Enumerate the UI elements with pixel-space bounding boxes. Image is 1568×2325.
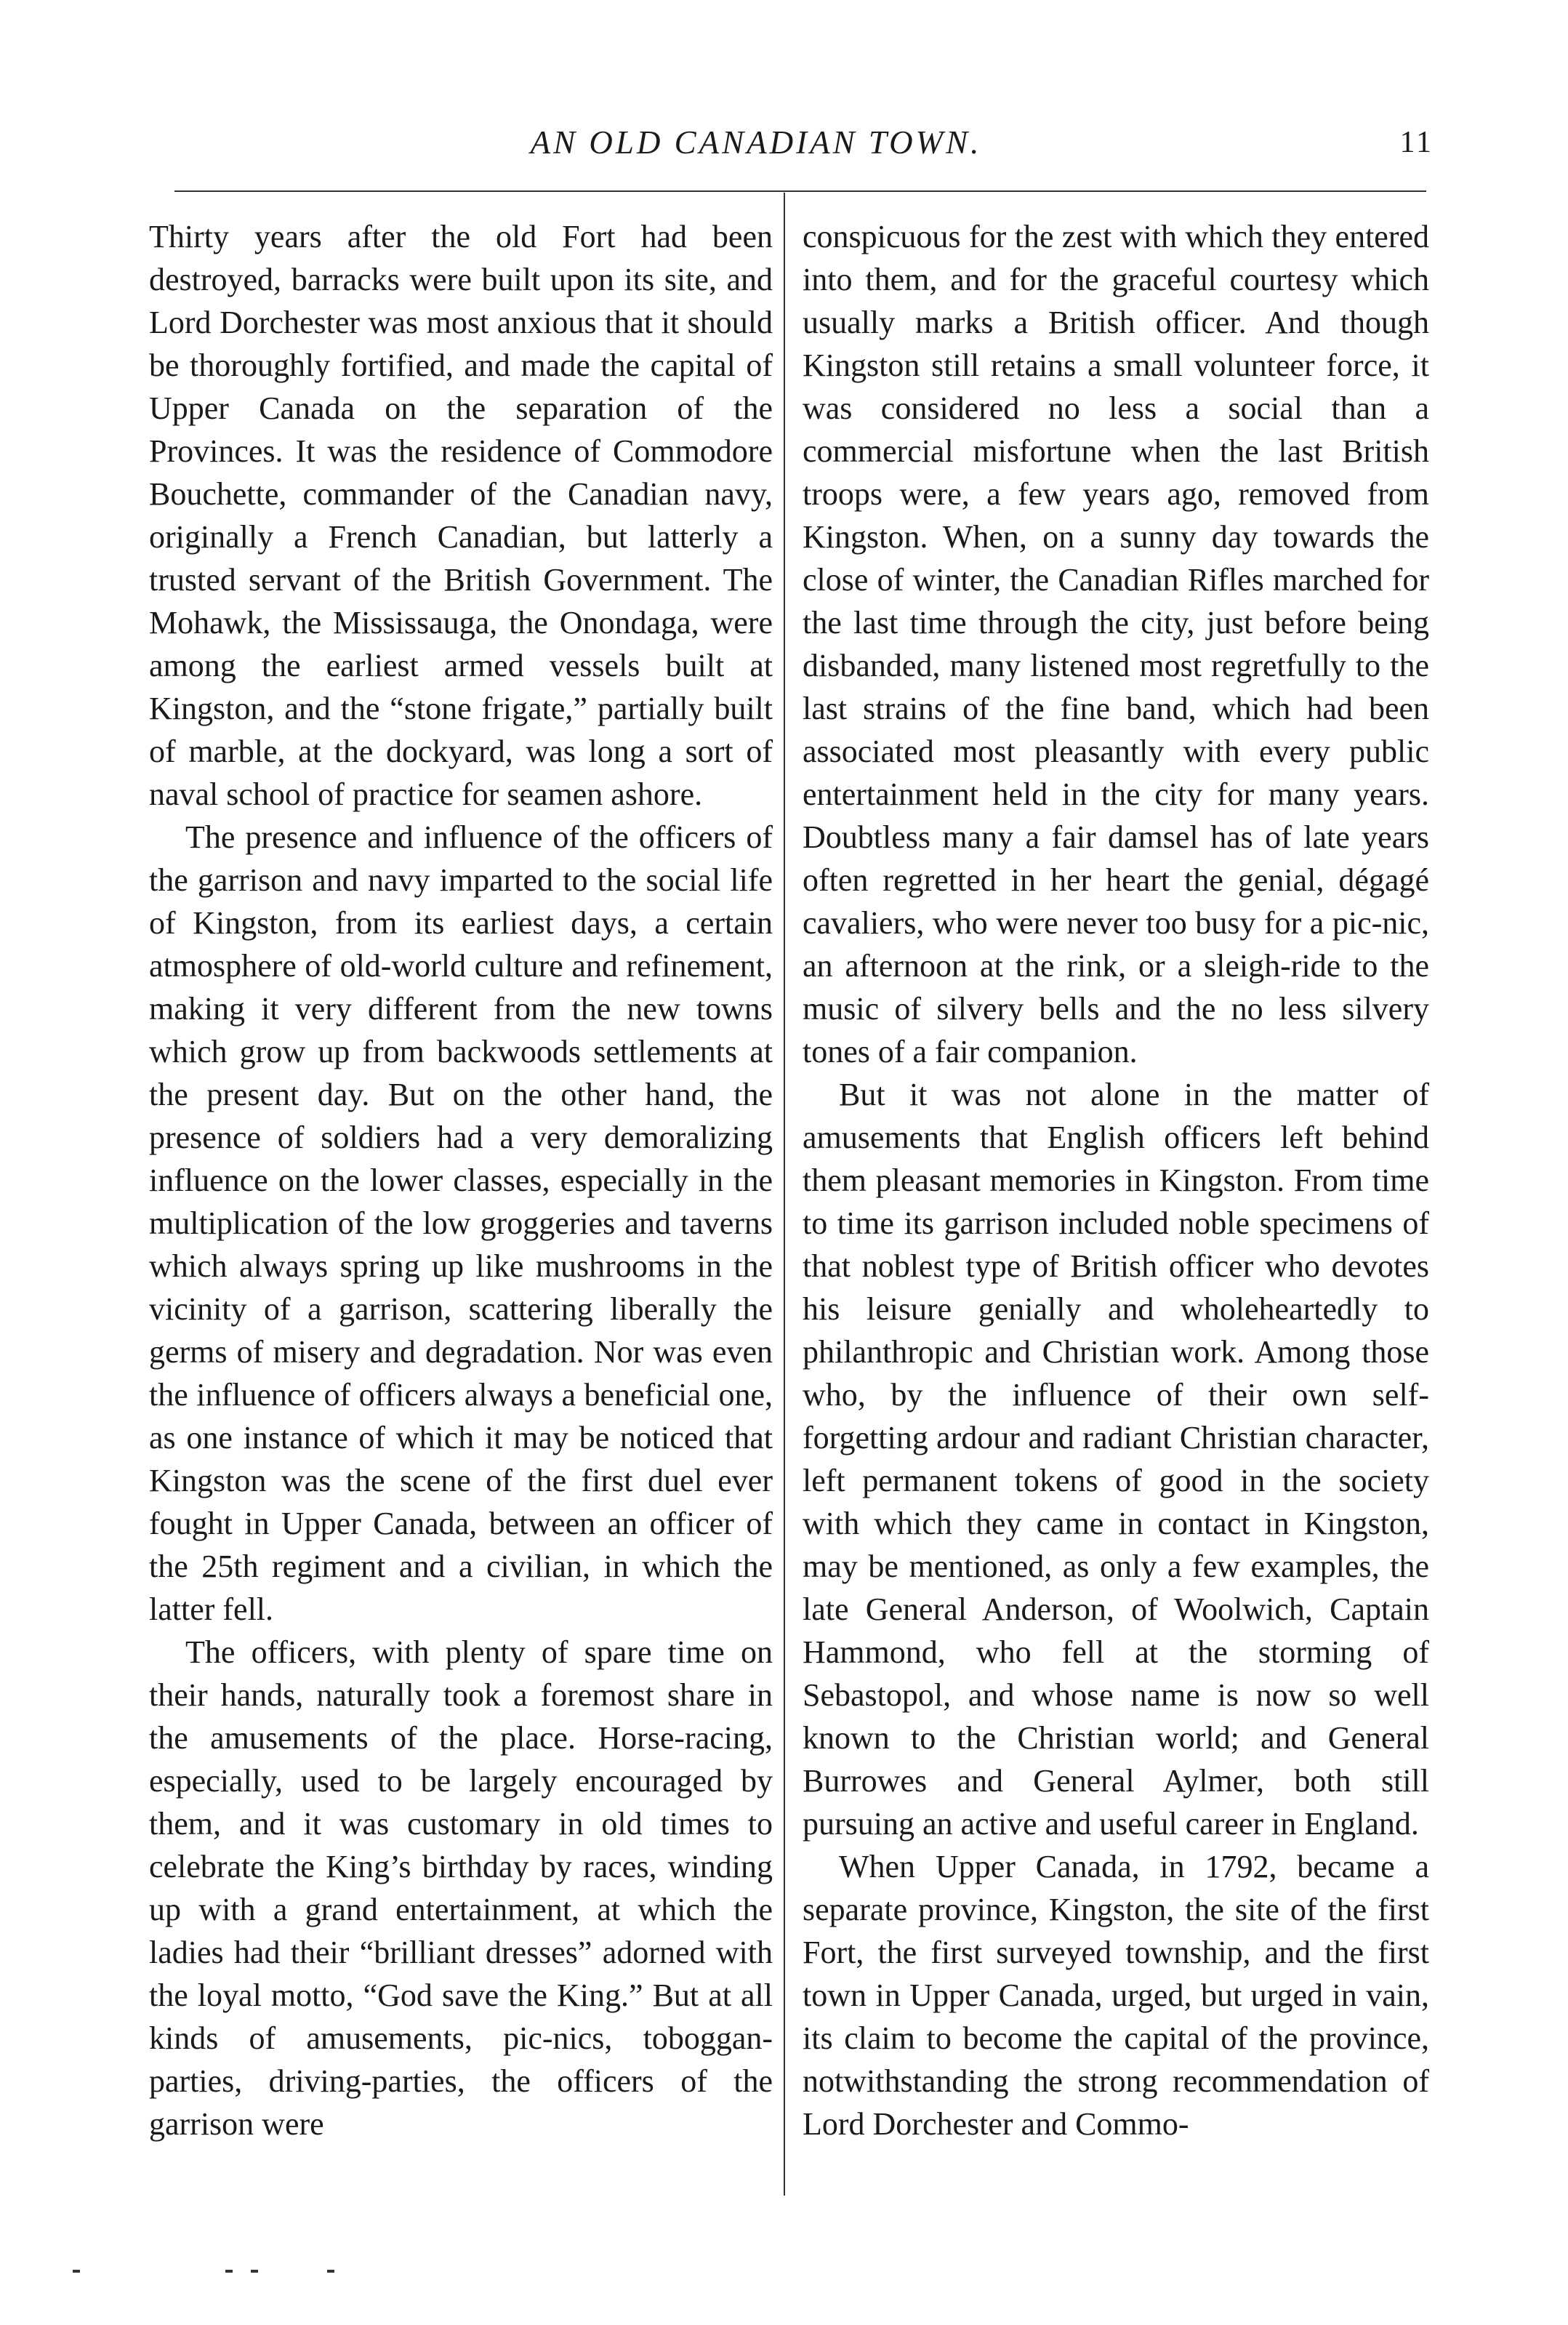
page-number: 11 bbox=[1399, 126, 1434, 159]
print-specks bbox=[73, 2261, 436, 2283]
paragraph: The officers, with plenty of spare time on their hands, naturally took a foremost share in the amusements of the place. Horse-racing, especially, used to be largely encouraged by them, and it was customary in old times to celebrate the King’s birthday by races, winding up with a grand entertainment, at which the ladies had their “brilliant dresses” adorned with the loyal motto, “God save the King.” But at all kinds of amusements, pic-nics, toboggan-parties, driving-parties, the officers of the garrison were bbox=[149, 1634, 773, 2142]
right-column bbox=[803, 215, 1429, 2222]
print-speck bbox=[73, 2270, 80, 2273]
paragraph: conspicuous for the zest with which they entered into them, and for the graceful courtesy which usually marks a British officer. And though Kingston still retains a small volunteer force, it was considered no less a social than a commercial misfortune when the last British troops were, a few years ago, removed from Kingston. When, on a sunny day towards the close of winter, the Canadian Rifles marched for the last time through the city, just before being disbanded, many listened most regretfully to the last strains of the fine band, which had been associated most pleasantly with every public entertainment held in the city for many years. Doubtless many a fair damsel has of late years often regretted in her heart the genial, dégagé cavaliers, who were never too busy for a pic-nic, an afternoon at the rink, or a sleigh-ride to the music of silvery bells and the no less silvery tones of a fair companion. bbox=[803, 219, 1429, 1069]
paragraph: When Upper Canada, in 1792, became a separate province, Kingston, the site of the first Fort, the first surveyed township, and the first town in Upper Canada, urged, but urged in vain, its claim to become the capital of the province, notwithstanding the strong recommendation of Lord Dorchester and Commo- bbox=[803, 1849, 1429, 2142]
header-rule bbox=[174, 190, 1426, 192]
print-speck bbox=[327, 2270, 334, 2273]
column-divider bbox=[784, 193, 785, 2196]
print-speck bbox=[225, 2270, 233, 2273]
left-column bbox=[149, 215, 773, 2222]
paragraph: But it was not alone in the matter of amusements that English officers left behind them pleasant memories in Kingston. From time to time its garrison included noble specimens of that noblest type of British officer who devotes his leisure genially and wholeheartedly to philanthropic and Christian work. Among those who, by the influence of their own self-forgetting ardour and radiant Christian character, left permanent tokens of good in the society with which they came in contact in Kingston, may be mentioned, as only a few examples, the late General Anderson, of Woolwich, Captain Hammond, who fell at the storming of Sebastopol, and whose name is now so well known to the Christian world; and General Burrowes and General Aylmer, both still pursuing an active and useful career in England. bbox=[803, 1077, 1429, 1842]
print-speck bbox=[251, 2270, 258, 2273]
running-title: AN OLD CANADIAN TOWN. bbox=[530, 124, 982, 161]
paragraph: The presence and influence of the officers of the garrison and navy imparted to the social life of Kingston, from its earliest days, a certain atmosphere of old-world culture and refinement, making it very different from the new towns which grow up from backwoods settlements at the present day. But on the other hand, the presence of soldiers had a very demoralizing influence on the lower classes, especially in the multiplication of the low groggeries and taverns which always spring up like mushrooms in the vicinity of a garrison, scattering liberally the germs of misery and degradation. Nor was even the influence of officers always a beneficial one, as one instance of which it may be noticed that Kingston was the scene of the first duel ever fought in Upper Canada, between an officer of the 25th regiment and a civilian, in which the latter fell. bbox=[149, 819, 773, 1627]
running-head bbox=[0, 124, 1568, 167]
paragraph: Thirty years after the old Fort had been destroyed, barracks were built upon its site, and Lord Dorchester was most anxious that it should be thoroughly fortified, and made the capital of Upper Canada on the separation of the Provinces. It was the residence of Commodore Bouchette, commander of the Canadian navy, originally a French Canadian, but latterly a trusted servant of the British Government. The Mohawk, the Mississauga, the Onondaga, were among the earliest armed vessels built at Kingston, and the “stone frigate,” partially built of marble, at the dockyard, was long a sort of naval school of practice for seamen ashore. bbox=[149, 219, 773, 812]
